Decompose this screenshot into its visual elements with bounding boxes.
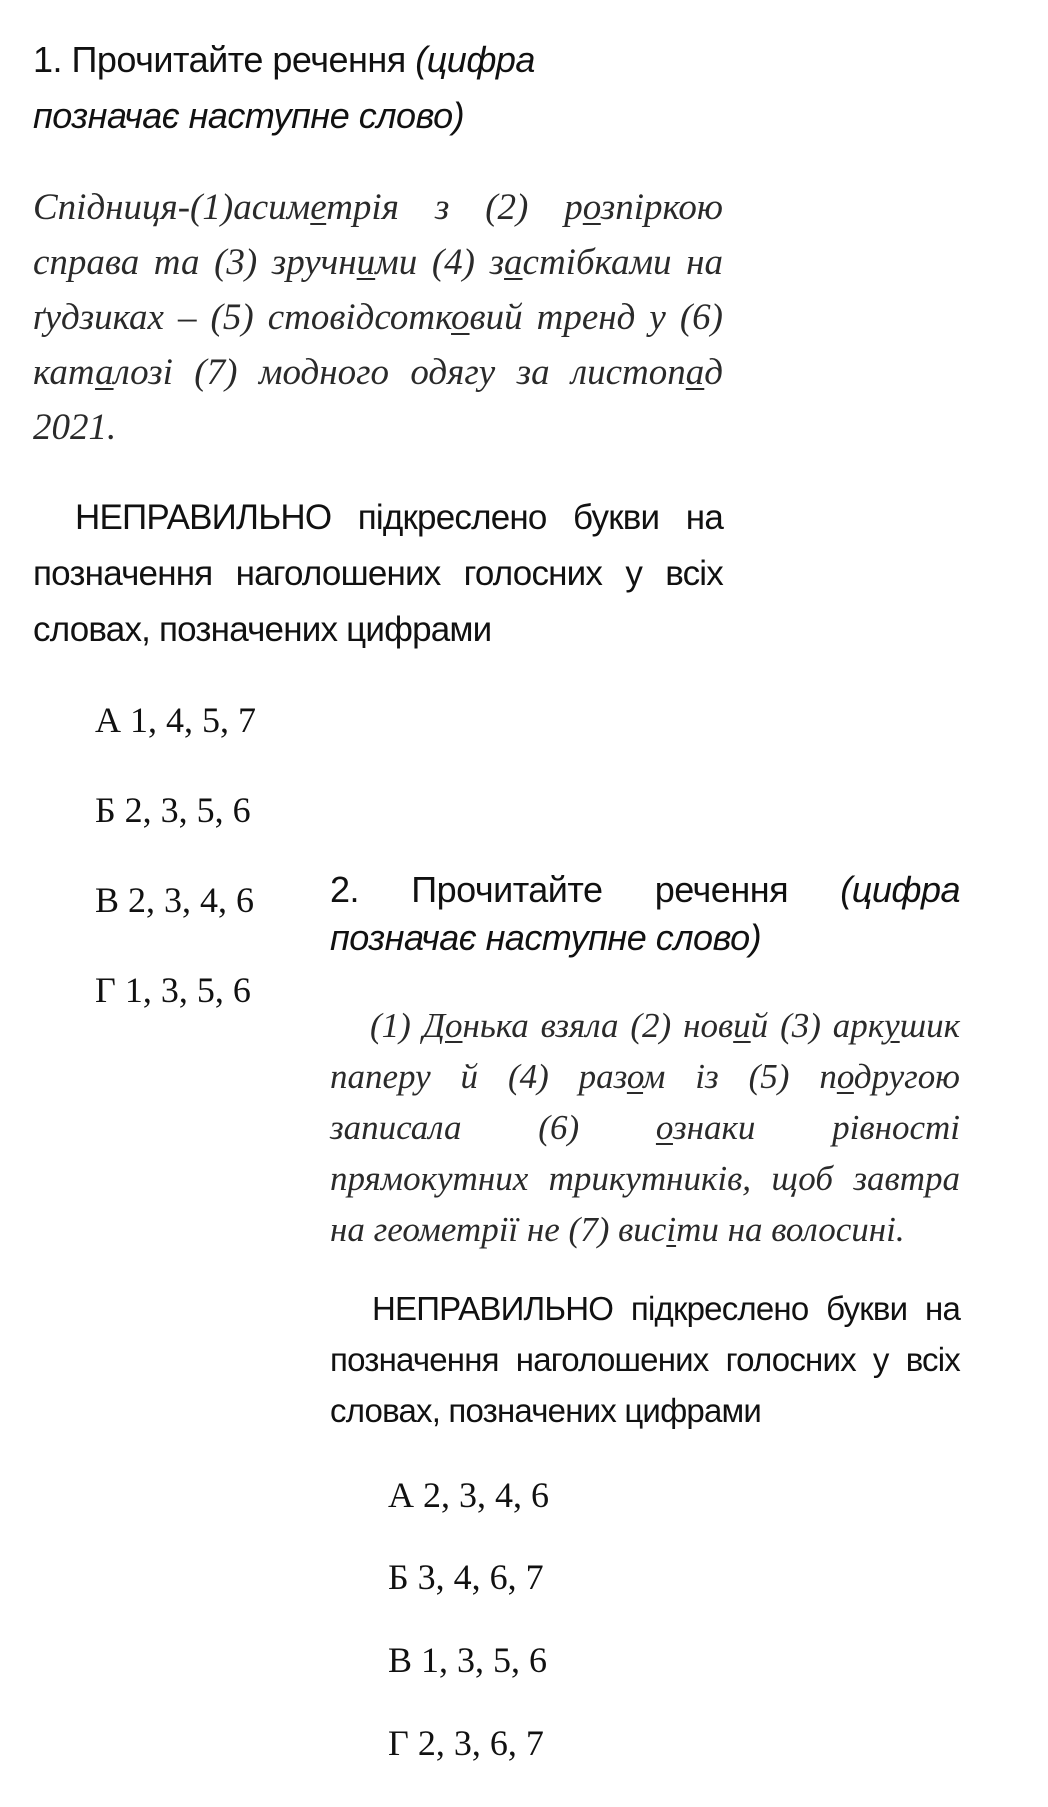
sentence-fragment: другою записала (6) <box>330 1057 960 1147</box>
question-1-title <box>33 32 593 144</box>
sentence-fragment: м із (5) п <box>643 1057 837 1096</box>
stressed-letter: о <box>444 1006 463 1045</box>
stressed-letter: і <box>666 1210 677 1249</box>
question-1-title-main: 1. Прочитайте речення <box>33 39 416 80</box>
question-1-option-a[interactable]: А 1, 4, 5, 7 <box>95 700 256 740</box>
stressed-letter: о <box>582 187 601 228</box>
stressed-letter: а <box>685 352 705 393</box>
question-2-option-b[interactable]: Б 3, 4, 6, 7 <box>388 1557 544 1597</box>
sentence-fragment: й (3) арк <box>750 1006 885 1045</box>
stressed-letter: а <box>504 242 523 283</box>
stressed-letter: а <box>95 352 114 393</box>
sentence-fragment: лозі (7) модного одягу за листоп <box>113 352 686 393</box>
stressed-letter: и <box>733 1006 751 1045</box>
sentence-fragment: ми (4) з <box>375 242 505 283</box>
sentence-fragment: стібками на ґудзиках – (5) стовідсотк <box>33 242 723 338</box>
stressed-letter: у <box>884 1006 900 1045</box>
question-1-option-g[interactable]: Г 1, 3, 5, 6 <box>95 970 251 1010</box>
question-2-option-v[interactable]: В 1, 3, 5, 6 <box>388 1640 548 1680</box>
stressed-letter: о <box>626 1057 644 1096</box>
stressed-letter: е <box>310 187 327 228</box>
question-2-title <box>330 866 960 962</box>
question-1-option-b[interactable]: Б 2, 3, 5, 6 <box>95 790 251 830</box>
sentence-fragment: зпіркою справа та (3) зручн <box>33 187 723 283</box>
sentence-fragment: вий тренд у (6) кат <box>33 297 724 393</box>
question-1-instruction: НЕПРАВИЛЬНО підкреслено букви на позначення наголошених голосних у всіх словах, позначених цифрами <box>33 498 723 649</box>
sentence-fragment: Спідниця-(1)аси <box>33 187 287 228</box>
sentence-fragment: ти на волосині. <box>676 1210 905 1249</box>
question-2-option-g[interactable]: Г 2, 3, 6, 7 <box>388 1723 544 1763</box>
question-2-title-main: 2. Прочитайте речення <box>330 869 841 910</box>
stressed-letter: о <box>655 1108 673 1147</box>
stressed-letter: о <box>836 1057 854 1096</box>
sentence-fragment: (1) Д <box>370 1006 445 1045</box>
question-2-title-note: (цифра позначає наступне слово) <box>330 869 960 958</box>
question-2-instruction: НЕПРАВИЛЬНО підкреслено букви на позначення наголошених голосних у всіх словах, позначених цифрами <box>330 1290 960 1429</box>
question-1-sentence <box>33 180 723 455</box>
sentence-fragment: знаки рівності прямокутних трикутників, щоб завтра на геометрії не (7) вис <box>330 1108 960 1249</box>
question-2-option-a[interactable]: А 2, 3, 4, 6 <box>388 1475 549 1515</box>
sentence-fragment: трія з (2) р <box>326 187 583 228</box>
question-1-title-note: (цифра позначає наступне слово) <box>33 39 535 136</box>
stressed-letter: и <box>356 242 376 283</box>
sentence-fragment: шик паперу й (4) раз <box>330 1006 960 1096</box>
sentence-fragment: д 2021. <box>33 352 723 448</box>
question-1-option-v[interactable]: В 2, 3, 4, 6 <box>95 880 255 920</box>
question-2-sentence <box>330 1000 960 1255</box>
sentence-fragment: нька взяла (2) нов <box>462 1006 734 1045</box>
stressed-letter: о <box>451 297 470 338</box>
sentence-fragment: м <box>286 187 311 228</box>
